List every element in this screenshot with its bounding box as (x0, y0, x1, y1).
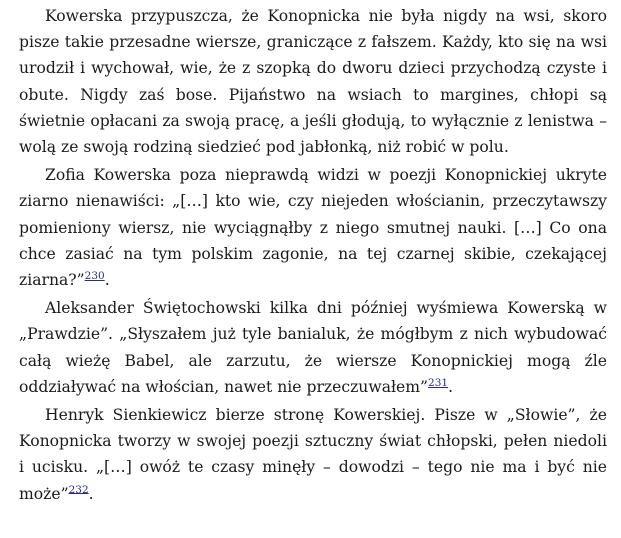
paragraph-kowerska-quote (19, 162, 607, 293)
document-page (19, 3, 607, 507)
footnote-link-230[interactable]: 230 (84, 269, 105, 282)
paragraph-text: Zofia Kowerska poza nieprawdą widzi w poezji Konopnickiej ukryte ziarno nienawiści: „[…] kto wie, czy niejeden włościanin, przeczytawszy pomieniony wiersz, nie wyciągnąłby z niego smutnej nauki. […] Co ona chce zasiać na tym polskim zagonie, na tej czarnej skibie, czekającej ziarna?” (19, 166, 607, 290)
paragraph-text: Henryk Sienkiewicz bierze stronę Kowerskiej. Pisze w „Słowie”, że Konopnicka tworzy w swojej poezji sztuczny świat chłopski, pełen niedoli i ucisku. „[…] owóż te czasy minęły – dowodzi – tego nie ma i być nie może” (19, 406, 607, 503)
footnote-link-232[interactable]: 232 (68, 483, 89, 496)
paragraph-text: Kowerska przypuszcza, że Konopnicka nie była nigdy na wsi, skoro pisze takie przesadne wiersze, graniczące z fałszem. Każdy, kto się na wsi urodził i wychował, wie, że z szopką do dworu dzieci przychodzą czyste i obute. Nigdy zaś bose. Pijaństwo na wsiach to margines, chłopi są świetnie opłacani za swoją pracę, a jeśli głodują, to wyłącznie z lenistwa – wolą ze swoją rodziną siedzieć pod jabłonką, niż robić w polu. (19, 7, 607, 157)
paragraph-sienkiewicz (19, 402, 607, 507)
paragraph-swietochowski (19, 295, 607, 400)
paragraph-end-punct: . (88, 484, 94, 503)
paragraph-end-punct: . (448, 377, 454, 396)
footnote-link-231[interactable]: 231 (428, 376, 449, 389)
paragraph-text: Aleksander Świętochowski kilka dni później wyśmiewa Kowerską w „Prawdzie”. „Słyszałem już tyle banialuk, że mógłbym z nich wybudować całą wieżę Babel, ale zarzutu, że wiersze Konopnickiej mogą źle oddziaływać na włościan, nawet nie przeczuwałem” (19, 299, 607, 396)
paragraph-end-punct: . (104, 271, 110, 290)
paragraph-kowerska (19, 3, 607, 160)
